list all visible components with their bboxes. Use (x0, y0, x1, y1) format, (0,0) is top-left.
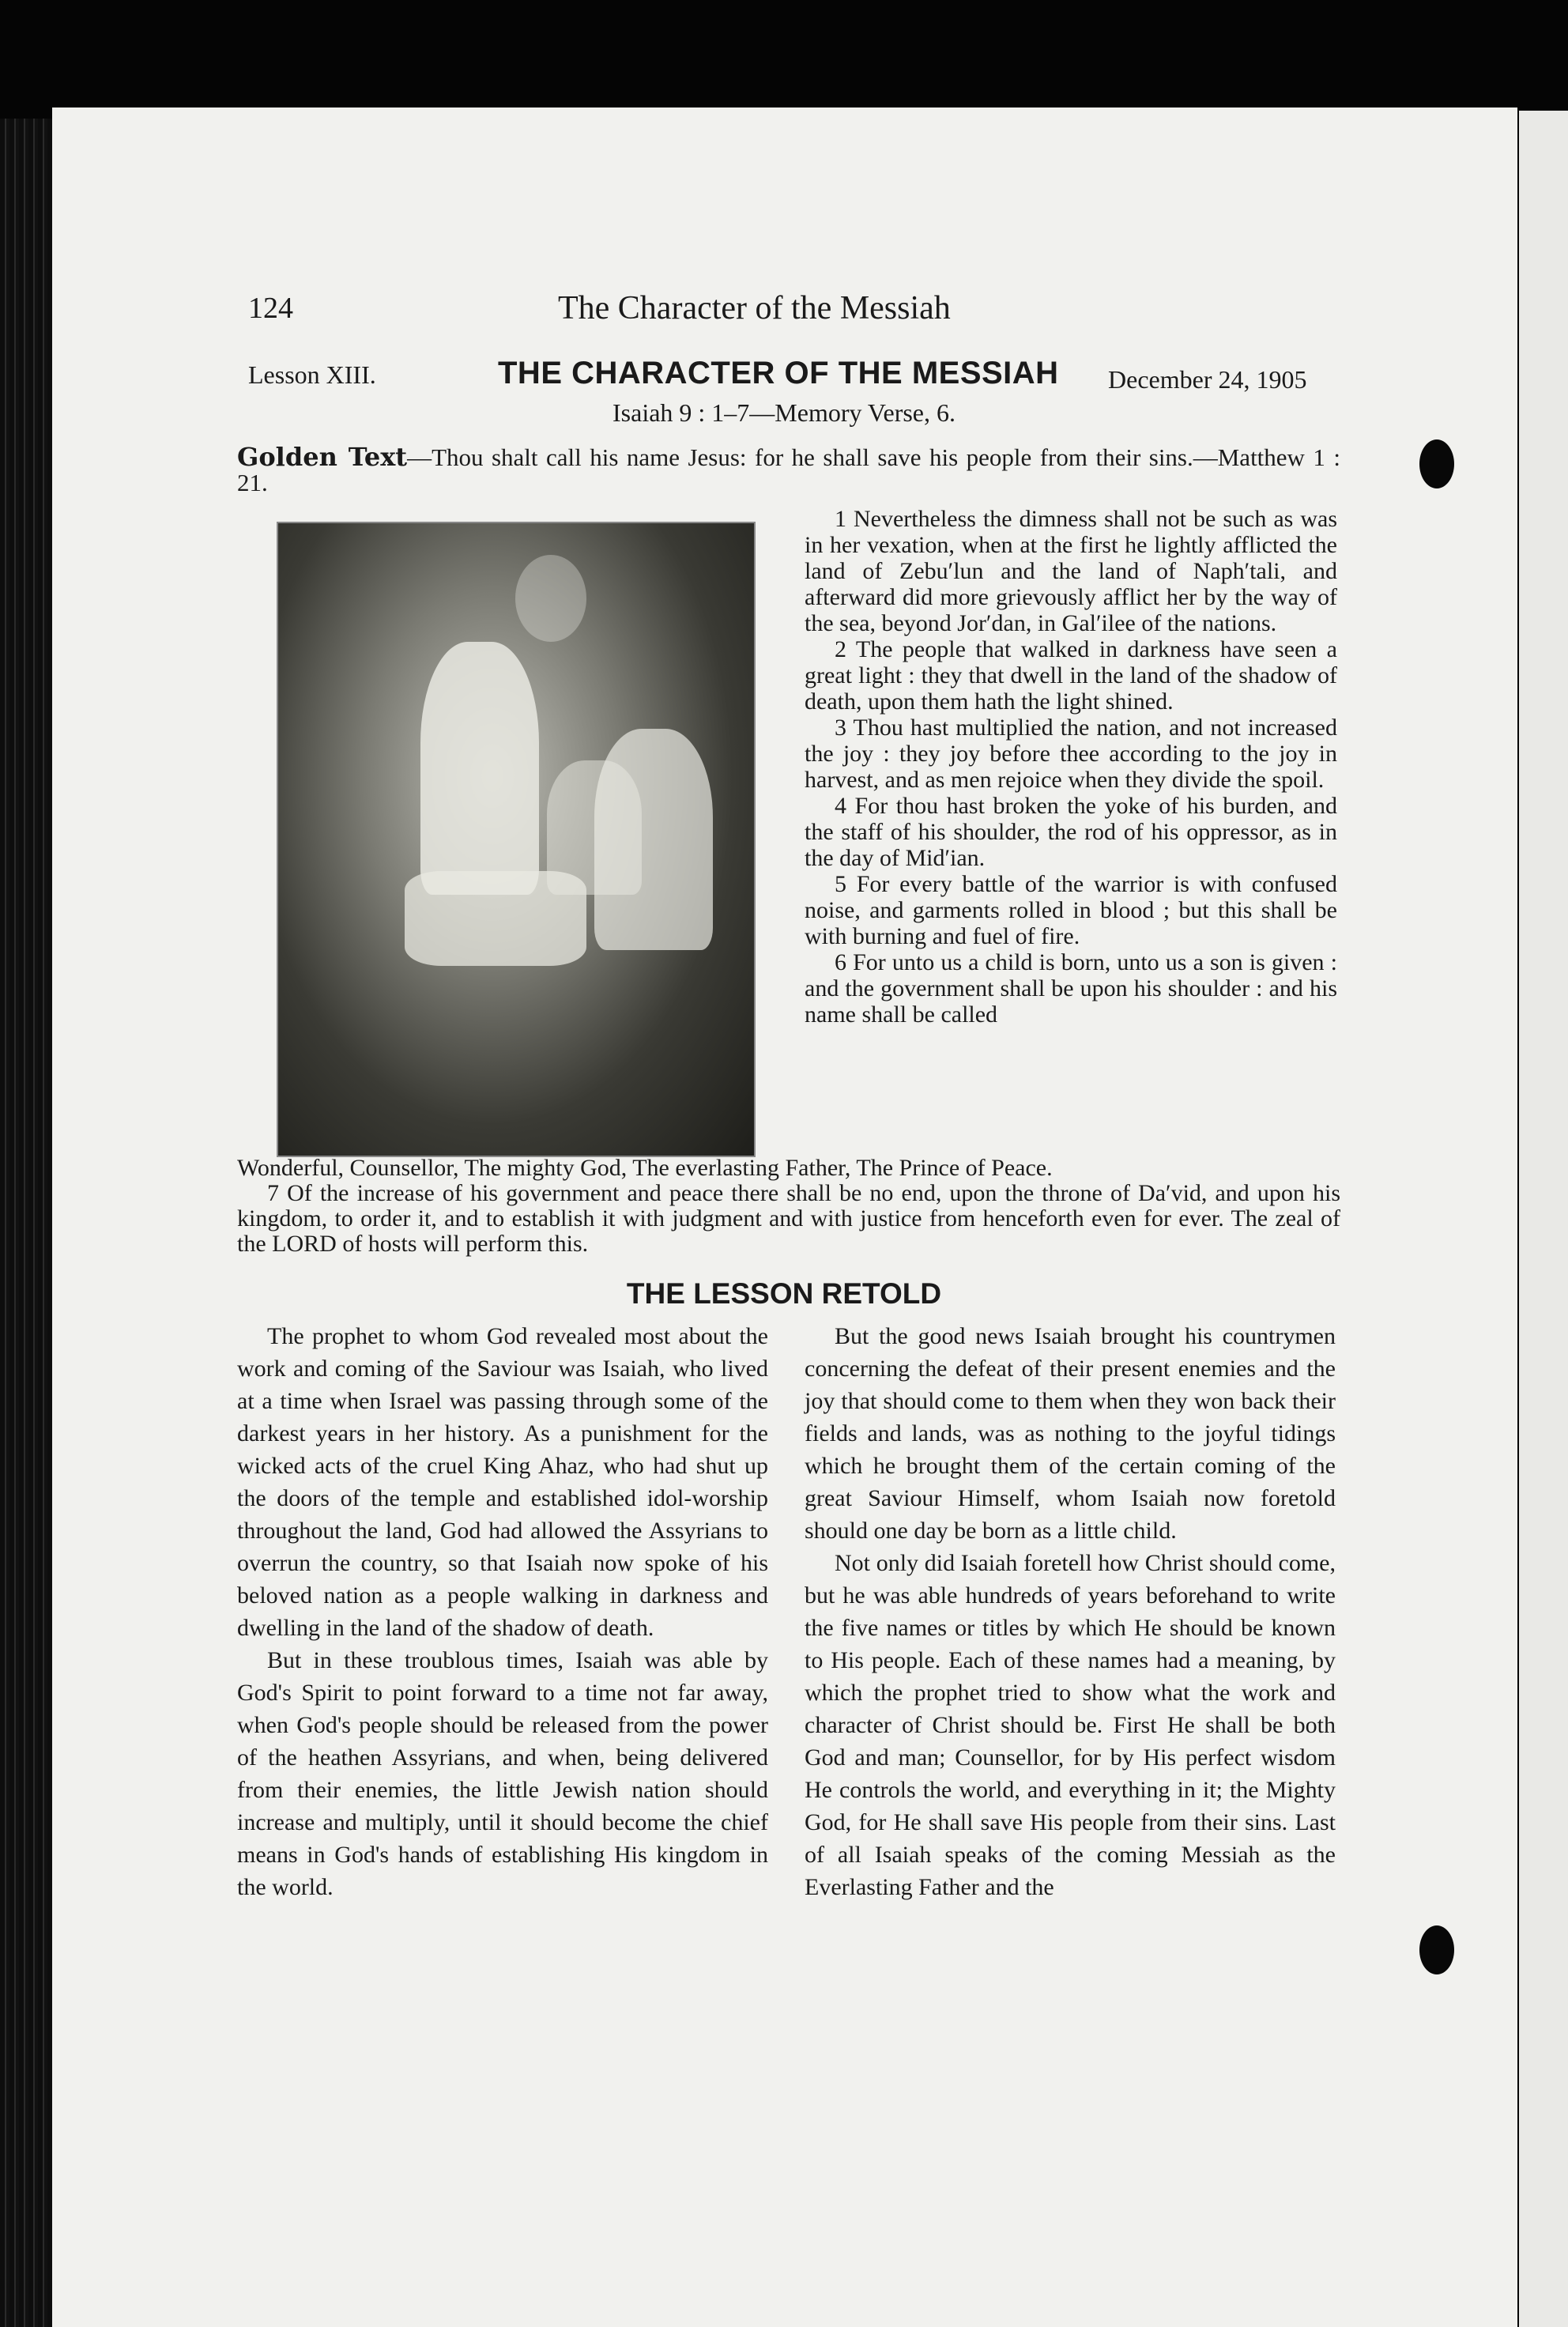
binding-hole (1419, 1925, 1454, 1974)
lesson-date: December 24, 1905 (1108, 365, 1307, 394)
verse-7: 7 Of the increase of his government and peace there shall be no end, upon the throne of Da′vid, and upon his kingdom, to order it, and to establish it with judgment and with justice from henceforth even for ever. The zeal of the LORD of hosts will perform this. (237, 1180, 1340, 1257)
retold-right-column (805, 1320, 1336, 1903)
verse-5: 5 For every battle of the warrior is with confused noise, and garments rolled in blood ; but this shall be with burning and fuel of fire. (805, 871, 1337, 949)
verse-6-end: Wonderful, Counsellor, The mighty God, The everlasting Father, The Prince of Peace. (237, 1155, 1053, 1181)
lesson-number: Lesson XIII. (248, 360, 376, 389)
verse-1: 1 Nevertheless the dimness shall not be such as was in her vexation, when at the first he lightly afflicted the land of Zebu′lun and the land of Naph′tali, and afterward did more grievously afflict her by the way of the sea, beyond Jor′dan, in Gal′ilee of the nations. (805, 506, 1337, 636)
page-number: 124 (248, 292, 293, 325)
lesson-retold-heading: THE LESSON RETOLD (626, 1277, 942, 1310)
golden-text-body: —Thou shalt call his name Jesus: for he shall save his people from their sins.—Matthew 1 : 21. (237, 443, 1341, 496)
scripture-verses-column (805, 506, 1337, 1028)
binding-hole (1419, 439, 1454, 488)
retold-paragraph: But the good news Isaiah brought his countrymen concerning the defeat of their present enemies and the joy that should come to them when they won back their fields and lands, was as nothing to the joyful tidings which he brought them of the certain coming of the great Saviour Himself, whom Isaiah now foretold should one day be born as a little child. (805, 1323, 1336, 1544)
book-spine-edge (0, 119, 52, 2327)
scripture-verses-full-width (237, 1156, 1340, 1257)
verse-3: 3 Thou hast multiplied the nation, and not increased the joy : they joy before thee according to the joy in harvest, and as men rejoice when they divide the spoil. (805, 715, 1337, 793)
facing-page-edge (1519, 111, 1568, 2327)
lesson-title: THE CHARACTER OF THE MESSIAH (498, 356, 1059, 390)
scripture-reference (0, 398, 1568, 428)
running-title: The Character of the Messiah (558, 290, 951, 326)
golden-text (237, 444, 1340, 496)
verse-4: 4 For thou hast broken the yoke of his burden, and the staff of his shoulder, the rod of his oppressor, as in the day of Mid′ian. (805, 793, 1337, 871)
verse-6: 6 For unto us a child is born, unto us a son is given : and the government shall be upon his shoulder : and his name shall be called (805, 949, 1337, 1028)
nativity-illustration (277, 522, 756, 1157)
golden-text-label: Golden Text (237, 442, 408, 472)
retold-paragraph: Not only did Isaiah foretell how Christ should come, but he was able hundreds of years beforehand to write the five names or titles by which He should be known to His people. Each of these names had a meaning, by which the prophet tried to show what the work and character of Christ should be. First He shall be both God and man; Counsellor, for by His perfect wisdom He controls the world, and everything in it; the Mighty God, for He shall save His people from their sins. Last of all Isaiah speaks of the coming Messiah as the Everlasting Father and the (805, 1550, 1336, 1900)
retold-left-column (237, 1320, 768, 1903)
scripture-reference-text: Isaiah 9 : 1–7—Memory Verse, 6. (612, 398, 956, 427)
retold-paragraph: But in these troublous times, Isaiah was able by God's Spirit to point forward to a time not far away, when God's people should be released from the power of the heathen Assyrians, and when, being delivered from their enemies, the little Jewish nation should increase and multiply, until it should become the chief means in God's hands of establishing His kingdom in the world. (237, 1647, 768, 1900)
verse-2: 2 The people that walked in darkness have seen a great light : they that dwell in the land of the shadow of death, upon them hath the light shined. (805, 636, 1337, 715)
retold-paragraph: The prophet to whom God revealed most about the work and coming of the Saviour was Isaiah, who lived at a time when Israel was passing through some of the darkest years in her history. As a punishment for the wicked acts of the cruel King Ahaz, who had shut up the doors of the temple and established idol-worship throughout the land, God had allowed the Assyrians to overrun the country, so that Isaiah now spoke of his beloved nation as a people walking in darkness and dwelling in the land of the shadow of death. (237, 1323, 768, 1641)
